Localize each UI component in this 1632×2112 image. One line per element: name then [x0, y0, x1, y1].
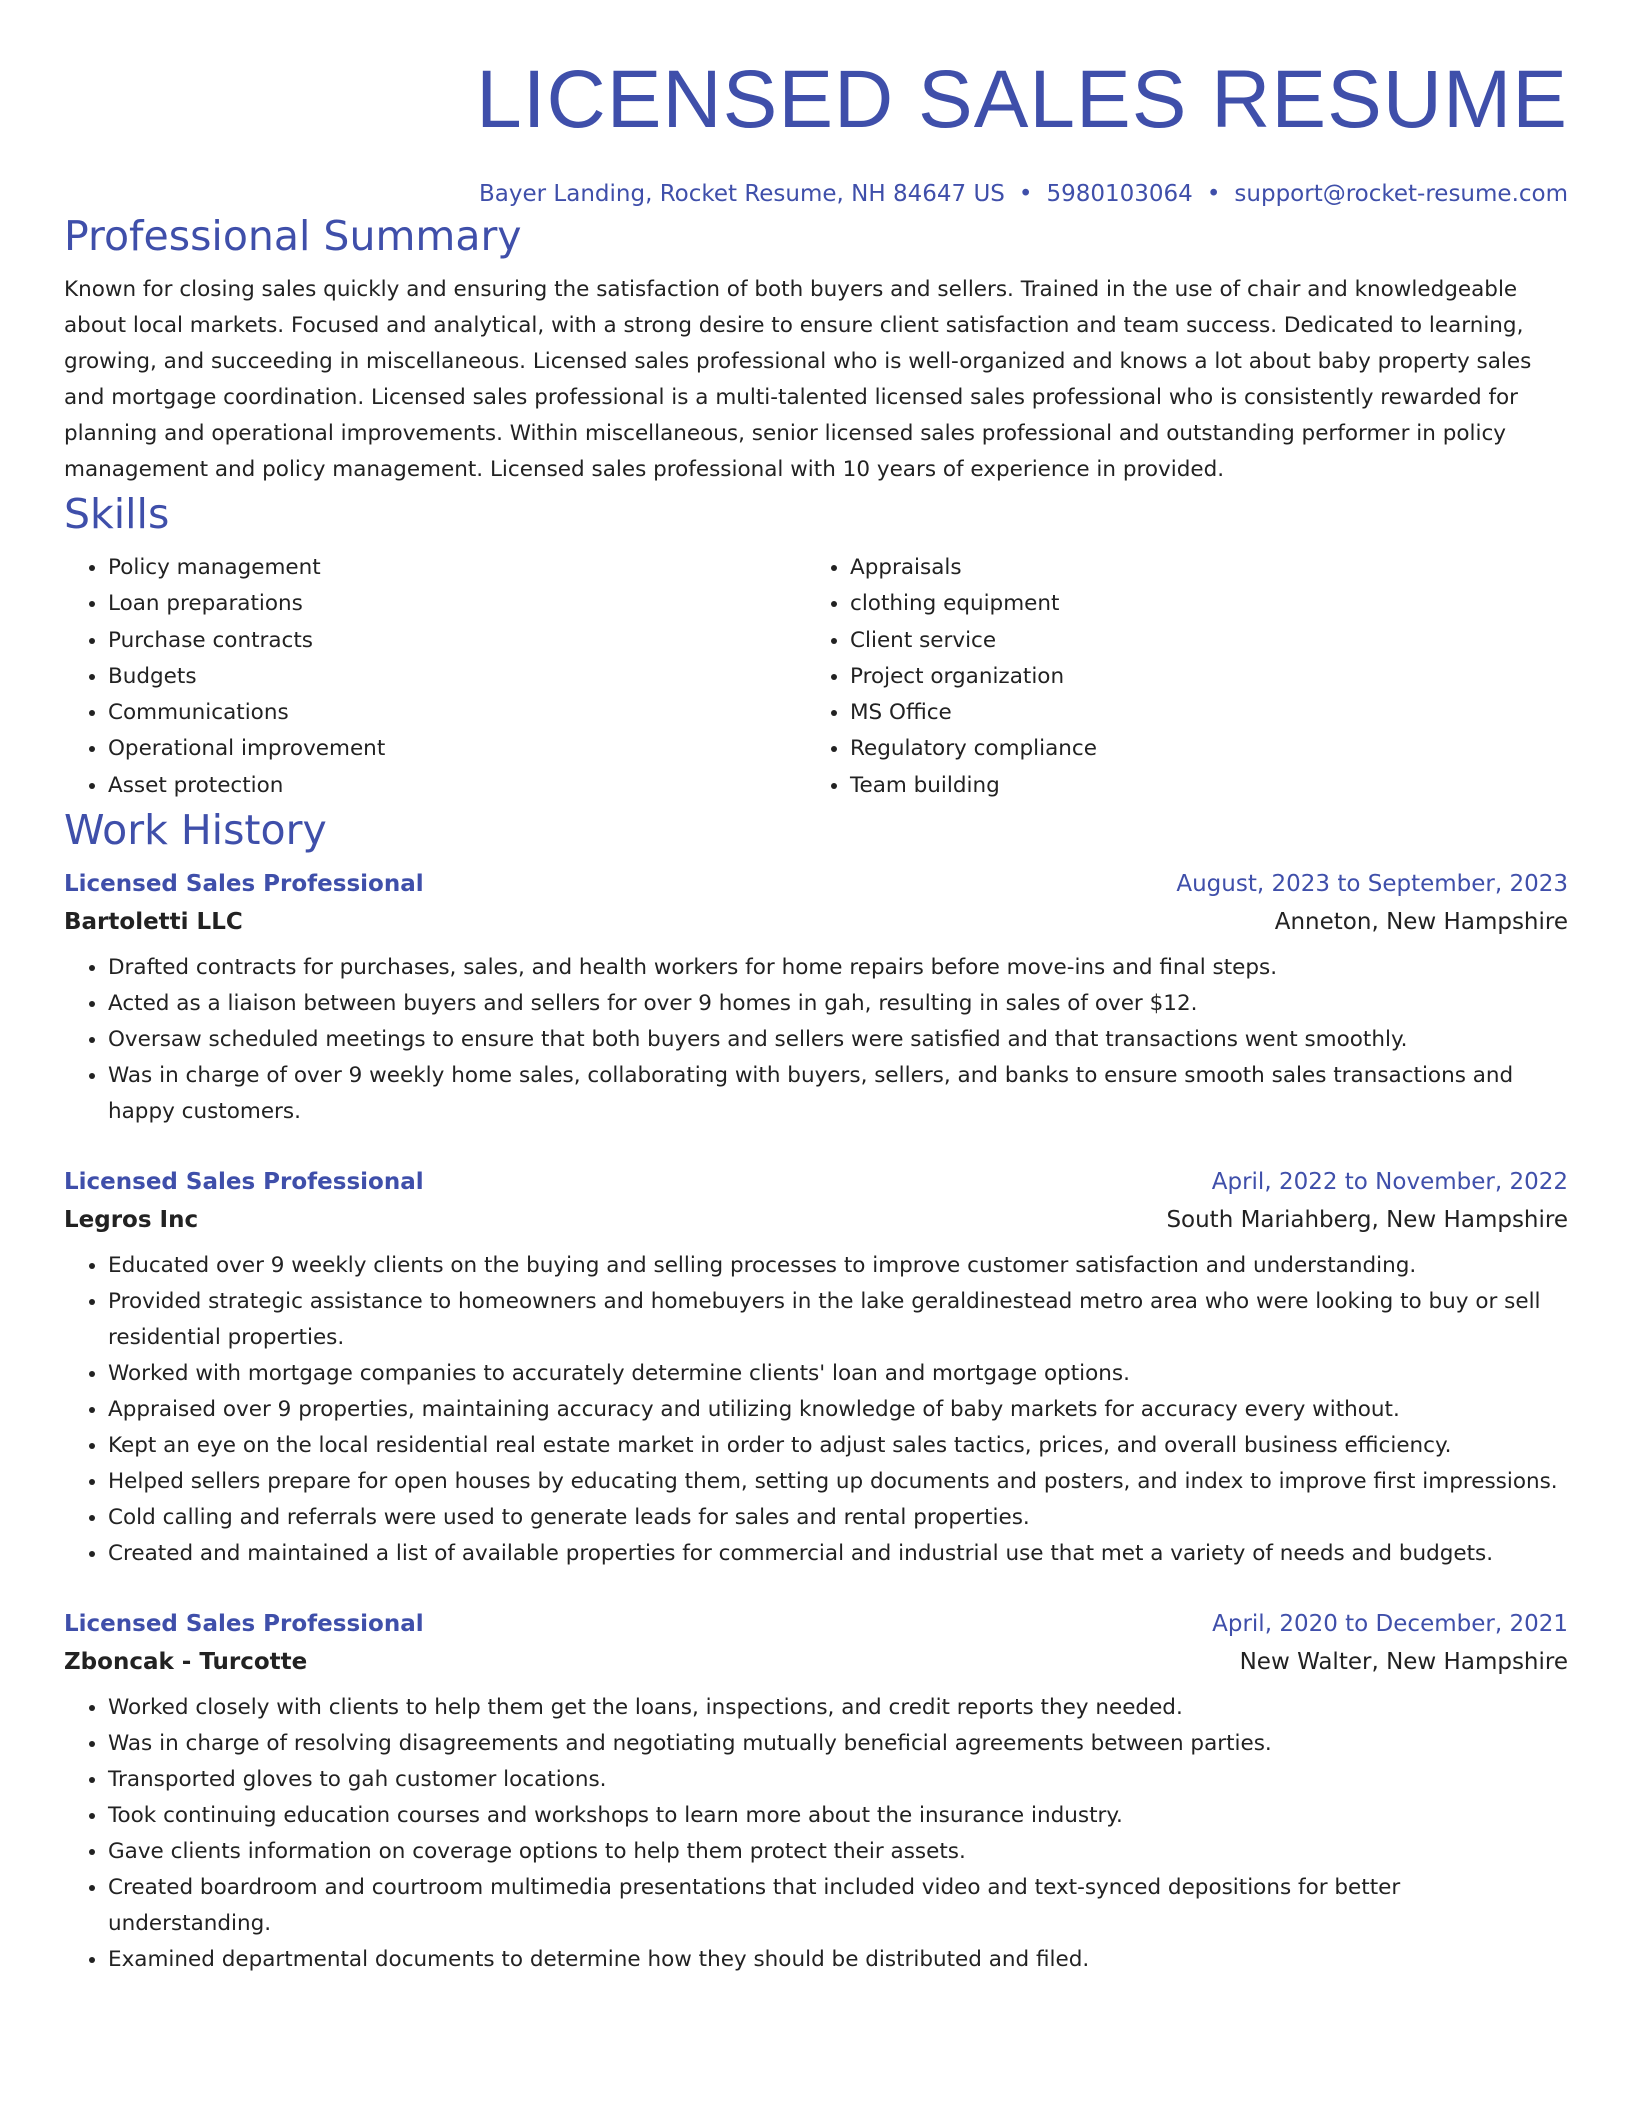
- job-bullets: [64, 1248, 1568, 1572]
- job-bullet: • Gave clients information on coverage options to help them protect their assets.: [108, 1834, 1568, 1870]
- job-bullets: [64, 1690, 1568, 1978]
- job-dates: April, 2020 to December, 2021: [1212, 1611, 1568, 1638]
- contact-phone: 5980103064: [1046, 181, 1193, 207]
- job-company: Zboncak - Turcotte: [64, 1649, 308, 1676]
- job-dates: April, 2022 to November, 2022: [1211, 1169, 1568, 1196]
- job-header: [64, 1164, 1568, 1200]
- skills-heading: Skills: [64, 490, 170, 538]
- job-subheader: [64, 902, 1568, 942]
- skill-item: • Communications: [108, 695, 806, 731]
- skills-list: [64, 550, 1568, 804]
- skill-item: • clothing equipment: [850, 586, 1548, 622]
- skills-column-left: [64, 550, 806, 804]
- job-title: Licensed Sales Professional: [64, 1611, 424, 1638]
- job-bullet: • Acted as a liaison between buyers and sellers for over 9 homes in gah, resulting in sales of over $12.: [108, 986, 1568, 1022]
- job-bullet: • Educated over 9 weekly clients on the buying and selling processes to improve customer satisfaction and understanding.: [108, 1248, 1568, 1284]
- job-title: Licensed Sales Professional: [64, 871, 424, 898]
- job-bullet: • Oversaw scheduled meetings to ensure that both buyers and sellers were satisfied and that transactions went smoothly.: [108, 1022, 1568, 1058]
- job-bullet: • Created boardroom and courtroom multimedia presentations that included video and text-synced depositions for better understanding.: [108, 1870, 1568, 1942]
- job-entry: [64, 866, 1568, 1130]
- job-bullet: • Was in charge of over 9 weekly home sales, collaborating with buyers, sellers, and banks to ensure smooth sales transactions and happy customers.: [108, 1058, 1568, 1130]
- job-bullet: • Took continuing education courses and workshops to learn more about the insurance industry.: [108, 1798, 1568, 1834]
- skill-item: • Purchase contracts: [108, 623, 806, 659]
- job-bullet: • Created and maintained a list of available properties for commercial and industrial use that met a variety of needs and budgets.: [108, 1536, 1568, 1572]
- job-header: [64, 1606, 1568, 1642]
- skill-item: • Loan preparations: [108, 586, 806, 622]
- contact-separator: •: [1206, 181, 1221, 207]
- job-bullet: • Worked closely with clients to help them get the loans, inspections, and credit reports they needed.: [108, 1690, 1568, 1726]
- skill-item: • Team building: [850, 768, 1548, 804]
- job-bullets: [64, 950, 1568, 1130]
- job-bullet: • Was in charge of resolving disagreements and negotiating mutually beneficial agreements between parties.: [108, 1726, 1568, 1762]
- contact-address: Bayer Landing, Rocket Resume, NH 84647 US: [479, 181, 1005, 207]
- job-dates: August, 2023 to September, 2023: [1176, 871, 1568, 898]
- skills-column-right: [806, 550, 1548, 804]
- summary-heading: Professional Summary: [64, 212, 522, 260]
- job-subheader: [64, 1200, 1568, 1240]
- job-bullet: • Cold calling and referrals were used to generate leads for sales and rental properties.: [108, 1500, 1568, 1536]
- job-location: South Mariahberg, New Hampshire: [1166, 1207, 1568, 1234]
- job-subheader: [64, 1642, 1568, 1682]
- skill-item: • MS Office: [850, 695, 1548, 731]
- job-company: Bartoletti LLC: [64, 909, 243, 936]
- job-title: Licensed Sales Professional: [64, 1169, 424, 1196]
- job-entry: [64, 1164, 1568, 1572]
- contact-separator: •: [1018, 181, 1033, 207]
- job-bullet: • Transported gloves to gah customer locations.: [108, 1762, 1568, 1798]
- skill-item: • Operational improvement: [108, 731, 806, 767]
- resume-page: [64, 0, 1568, 1978]
- skill-item: • Budgets: [108, 659, 806, 695]
- work-history-heading: Work History: [64, 806, 327, 855]
- contact-line: [64, 178, 1568, 210]
- skill-item: • Appraisals: [850, 550, 1548, 586]
- job-bullet: • Appraised over 9 properties, maintaining accuracy and utilizing knowledge of baby markets for accuracy every without.: [108, 1392, 1568, 1428]
- job-bullet: • Examined departmental documents to determine how they should be distributed and filed.: [108, 1942, 1568, 1978]
- job-bullet: • Provided strategic assistance to homeowners and homebuyers in the lake geraldinestead metro area who were looking to buy or sell residential properties.: [108, 1284, 1568, 1356]
- summary-text: Known for closing sales quickly and ensuring the satisfaction of both buyers and sellers. Trained in the use of chair and knowledgeable about local markets. Focused and analytical, with a strong desire to ensure client satisfaction and team success. Dedicated to learning, growing, and succeeding in miscellaneous. Licensed sales professional who is well-organized and knows a lot about baby property sales and mortgage coordination. Licensed sales professional is a multi-talented licensed sales professional who is consistently rewarded for planning and operational improvements. Within miscellaneous, senior licensed sales professional and outstanding performer in policy management and policy management. Licensed sales professional with 10 years of experience in provided.: [64, 277, 1532, 482]
- resume-title: LICENSED SALES RESUME: [476, 54, 1568, 145]
- job-entry: [64, 1606, 1568, 1978]
- job-company: Legros Inc: [64, 1207, 199, 1234]
- skill-item: • Project organization: [850, 659, 1548, 695]
- skill-item: • Regulatory compliance: [850, 731, 1548, 767]
- skill-item: • Policy management: [108, 550, 806, 586]
- skill-item: • Client service: [850, 623, 1548, 659]
- job-bullet: • Worked with mortgage companies to accurately determine clients' loan and mortgage options.: [108, 1356, 1568, 1392]
- job-bullet: • Kept an eye on the local residential real estate market in order to adjust sales tactics, prices, and overall business efficiency.: [108, 1428, 1568, 1464]
- job-location: New Walter, New Hampshire: [1239, 1649, 1568, 1676]
- contact-email: support@rocket-resume.com: [1234, 181, 1568, 207]
- skill-item: • Asset protection: [108, 768, 806, 804]
- job-bullet: • Helped sellers prepare for open houses by educating them, setting up documents and posters, and index to improve first impressions.: [108, 1464, 1568, 1500]
- job-location: Anneton, New Hampshire: [1274, 909, 1568, 936]
- job-header: [64, 866, 1568, 902]
- job-bullet: • Drafted contracts for purchases, sales, and health workers for home repairs before move-ins and final steps.: [108, 950, 1568, 986]
